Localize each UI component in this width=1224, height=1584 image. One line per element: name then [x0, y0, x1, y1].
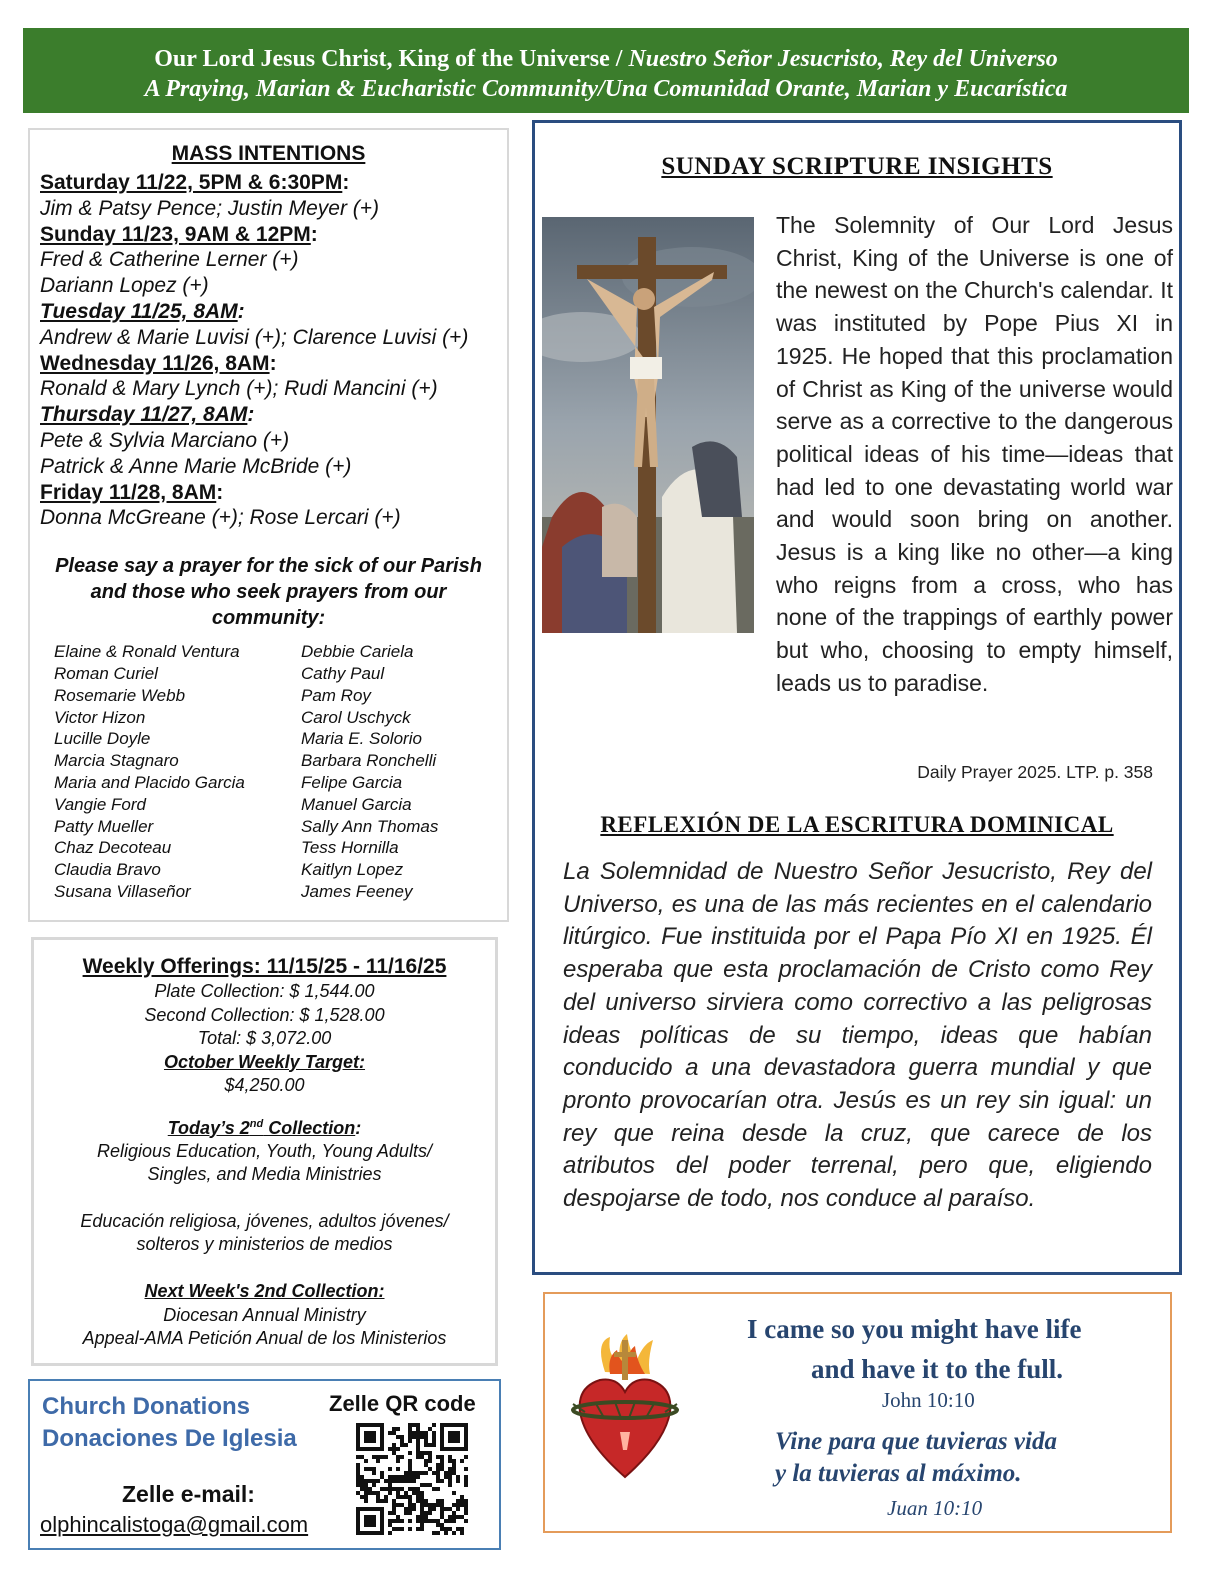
sick-name: Pam Roy [301, 685, 371, 705]
next-collection-text: Diocesan Annual Ministry [163, 1304, 366, 1325]
sick-name: Maria E. Solorio [301, 729, 422, 749]
sick-name: James Feeney [301, 881, 413, 901]
verse-english-line-2: and have it to the full. [811, 1354, 1064, 1384]
scripture-title: SUNDAY SCRIPTURE INSIGHTS [661, 153, 1053, 180]
english-reflection: The Solemnity of Our Lord Jesus Christ, King of the Universe is one of the newest on the Church's calendar. It was instituted by Pope Pius XI in 1925. He hoped that this proclamation of Christ as King of the universe would serve as a corrective to the dangerous political ideas of his time—ideas that had led to one devastating world war and would soon bring on another. Jesus is a king like no other—a king who reigns from a cross, who has none of the trappings of earthly power but who, choosing to empty himself, leads us to paradise. [776, 212, 1173, 696]
mass-intentions-box [28, 128, 509, 922]
sick-name: Susana Villaseñor [54, 881, 191, 901]
next-collection-label: Next Week's 2nd Collection: [144, 1281, 385, 1301]
sick-name: Marcia Stagnaro [54, 751, 179, 771]
verse-spanish-line-2: y la tuvieras al máximo. [775, 1460, 1022, 1487]
sick-name: Sally Ann Thomas [301, 816, 439, 836]
mass-names: Dariann Lopez (+) [40, 274, 209, 298]
next-collection-text: Appeal-AMA Petición Anual de los Ministerios [82, 1327, 447, 1348]
mass-day-heading: Tuesday 11/25, 8AM: [40, 299, 245, 323]
mass-names: Fred & Catherine Lerner (+) [40, 248, 299, 272]
weekly-offerings-box [31, 937, 498, 1366]
sick-name: Lucille Doyle [54, 729, 151, 749]
mass-day-heading: Sunday 11/23, 9AM & 12PM: [40, 222, 318, 246]
header-banner [23, 28, 1189, 113]
mass-names: Donna McGreane (+); Rose Lercari (+) [40, 506, 401, 530]
mass-names: Andrew & Marie Luvisi (+); Clarence Luvisi (+) [40, 325, 469, 349]
todays-collection-en: Singles, and Media Ministries [147, 1164, 382, 1184]
sick-name: Barbara Ronchelli [301, 751, 437, 771]
sick-name: Cathy Paul [301, 663, 385, 683]
verse-english-line-1: I came so you might have life [747, 1314, 1082, 1344]
sick-name: Carol Uschyck [301, 707, 411, 727]
sick-name: Tess Hornilla [301, 838, 399, 858]
sick-list-column-1 [54, 641, 301, 903]
second-collection: Second Collection: $ 1,528.00 [144, 1004, 385, 1025]
zelle-qr-label: Zelle QR code [329, 1391, 476, 1416]
sick-name: Kaitlyn Lopez [301, 860, 404, 880]
mass-names: Ronald & Mary Lynch (+); Rudi Mancini (+) [40, 377, 438, 401]
sick-name: Patty Mueller [54, 816, 154, 836]
mass-names: Jim & Patsy Pence; Justin Meyer (+) [40, 196, 380, 220]
church-donations-box [28, 1379, 501, 1550]
zelle-email-link[interactable]: olphincalistoga@gmail.com [40, 1512, 309, 1537]
spanish-reflection: La Solemnidad de Nuestro Señor Jesucristo, Rey del Universo, es una de las más recientes en el calendario litúrgico. Fue instituida por el Papa Pío XI en 1925. Él esperaba que esta proclamación de Cristo como Rey del universo sirviera como correctivo a las peligrosas ideas políticas de su tiempo, ideas que habían conducido a una devastadora guerra mundial y que pronto provocarían otra. Jesús es un rey sin igual: un rey que reina desde la cruz, que carece de los atributos del poder terrenal, pero que, eligiendo despojarse de todo, nos conduce al paraíso. [563, 858, 1152, 1213]
sick-name: Chaz Decoteau [54, 838, 172, 858]
sick-name: Vangie Ford [54, 794, 146, 814]
donations-title: Church Donations Donaciones De Iglesia [42, 1393, 297, 1452]
sick-name: Felipe Garcia [301, 772, 403, 792]
mass-day-heading: Friday 11/28, 8AM: [40, 480, 224, 504]
sick-name: Maria and Placido Garcia [54, 772, 245, 792]
plate-collection: Plate Collection: $ 1,544.00 [154, 981, 375, 1001]
sacred-heart-icon [565, 1332, 685, 1482]
offerings-title: Weekly Offerings: 11/15/25 - 11/16/25 [82, 955, 447, 978]
weekly-target-label: October Weekly Target: [163, 1051, 366, 1072]
mass-names: Patrick & Anne Marie McBride (+) [40, 454, 352, 478]
sick-name: Debbie Cariela [301, 642, 414, 662]
todays-collection-es: solteros y ministerios de medios [136, 1234, 393, 1254]
sick-name: Elaine & Ronald Ventura [54, 642, 240, 662]
header-subtitle: A Praying, Marian & Eucharistic Community/Una Comunidad Orante, Marian y Eucarística [144, 76, 1068, 102]
sick-name: Claudia Bravo [54, 860, 161, 880]
verse-reference-es: Juan 10:10 [887, 1496, 983, 1520]
sick-name: Victor Hizon [54, 707, 146, 727]
sick-name: Roman Curiel [54, 663, 158, 683]
sick-list [40, 641, 507, 903]
mass-day-heading: Thursday 11/27, 8AM: [40, 403, 255, 427]
verse-box [543, 1292, 1172, 1533]
scripture-insights-box [532, 120, 1182, 1275]
prayer-request-heading: Please say a prayer for the sick of our Parish and those who seek prayers from our community: [55, 555, 482, 630]
mass-intentions-list [40, 170, 507, 531]
mass-intentions-title: MASS INTENTIONS [171, 142, 366, 165]
sick-name: Rosemarie Webb [54, 685, 186, 705]
mass-day-heading: Wednesday 11/26, 8AM: [40, 351, 277, 375]
mass-names: Pete & Sylvia Marciano (+) [40, 428, 290, 452]
sick-list-column-2 [301, 641, 438, 903]
todays-collection-es: Educación religiosa, jóvenes, adultos jóvenes/ [80, 1211, 449, 1231]
todays-collection-en: Religious Education, Youth, Young Adults/ [97, 1141, 432, 1161]
header-title: Our Lord Jesus Christ, King of the Universe / Nuestro Señor Jesucristo, Rey del Universo [154, 46, 1058, 72]
scripture-citation: Daily Prayer 2025. LTP. p. 358 [917, 762, 1153, 782]
zelle-email-label: Zelle e-mail: [122, 1481, 255, 1507]
mass-day-heading: Saturday 11/22, 5PM & 6:30PM: [40, 171, 350, 194]
verse-reference-en: John 10:10 [882, 1388, 975, 1412]
reflexion-title: REFLEXIÓN DE LA ESCRITURA DOMINICAL [600, 812, 1114, 837]
zelle-qr-code[interactable] [356, 1423, 468, 1535]
verse-spanish-line-1: Vine para que tuvieras vida [775, 1428, 1057, 1455]
weekly-target-value: $4,250.00 [224, 1075, 305, 1095]
todays-collection-label: Today’s 2nd Collection: [167, 1117, 362, 1138]
total-collection: Total: $ 3,072.00 [197, 1028, 332, 1048]
sick-name: Manuel Garcia [301, 794, 412, 814]
